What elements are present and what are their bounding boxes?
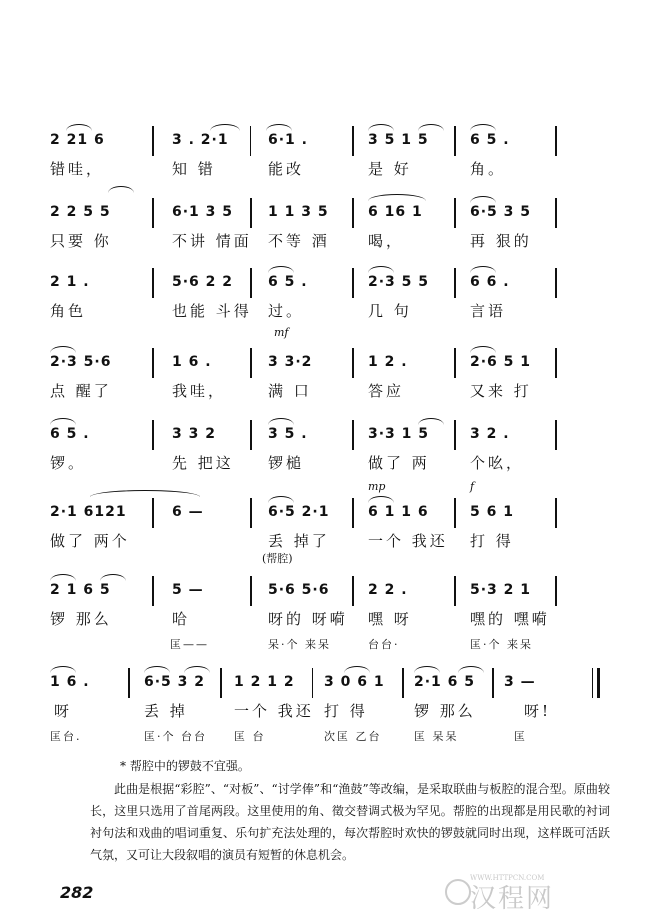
measure-notes: 3 5 1 5 xyxy=(368,132,429,148)
notes-row xyxy=(44,670,620,694)
measure-notes: 2 1 6 5 xyxy=(50,582,111,598)
notes-row xyxy=(50,422,610,446)
lyric-text: 锣 那么 xyxy=(414,702,476,720)
barline xyxy=(250,268,252,298)
slur-mark xyxy=(100,574,126,581)
lyrics-row xyxy=(50,452,610,474)
measure-notes: 5·6 5·6 xyxy=(268,582,330,598)
slur-mark xyxy=(90,490,200,497)
percussion-row xyxy=(50,636,610,654)
lyrics-row xyxy=(50,380,610,402)
lyric-text: 言语 xyxy=(470,302,507,320)
slur-mark xyxy=(470,346,496,353)
barline xyxy=(555,348,557,378)
measure-notes: 6 5 . xyxy=(50,426,90,442)
dynamic-marking: mf xyxy=(274,326,289,339)
measure-notes: 3 2 . xyxy=(470,426,510,442)
measure-notes: 1 6 . xyxy=(50,674,90,690)
barline xyxy=(352,198,354,228)
barline xyxy=(250,420,252,450)
barline xyxy=(352,576,354,606)
barline xyxy=(250,198,252,228)
watermark-text: 汉程网 xyxy=(470,884,555,914)
notes-row xyxy=(50,270,610,294)
barline xyxy=(352,126,354,156)
lyric-text: 角色 xyxy=(50,302,87,320)
commentary-paragraph: 此曲是根据“彩腔”、“对板”、“讨学俸”和“渔鼓”等改编，是采取联曲与板腔的混合型。原曲较长，这里只选用了首尾两段。这里使用的角、徵交替调式极为罕见。帮腔的出现都是用民歌的衬词衬句法和戏曲的唱词重复、乐句扩充法处理的，每次帮腔时欢快的锣鼓就同时出现，这样既可活跃气氛，又可让大段叙唱的演员有短暂的休息机会。 xyxy=(90,782,610,862)
barline xyxy=(250,498,252,528)
measure-notes: 6 16 1 xyxy=(368,204,423,220)
barline xyxy=(352,268,354,298)
slur-mark xyxy=(108,186,134,193)
percussion-text: 匡 xyxy=(514,730,527,743)
notes-row xyxy=(50,128,610,152)
measure-notes: 1 2 . xyxy=(368,354,408,370)
percussion-text: 匡·个 台台 xyxy=(144,730,207,743)
lyric-text: 只要 你 xyxy=(50,232,112,250)
percussion-text: 匡—— xyxy=(170,638,209,651)
measure-notes: 3 — xyxy=(504,674,536,690)
lyric-text: 丢 掉 xyxy=(144,702,188,720)
lyric-text: 打 得 xyxy=(470,532,514,550)
slur-mark xyxy=(66,124,92,131)
slur-mark xyxy=(266,124,292,131)
lyric-text: 丢 掉了 xyxy=(268,532,330,550)
lyrics-row xyxy=(50,608,610,630)
lyrics-row xyxy=(50,300,610,322)
slur-mark xyxy=(470,196,496,203)
barline xyxy=(152,348,154,378)
barline xyxy=(555,126,557,156)
slur-mark xyxy=(50,574,76,581)
lyric-text: 嘿的 嘿嗬 xyxy=(470,610,550,628)
lyric-text: 也能 斗得 xyxy=(172,302,252,320)
measure-notes: 2 2 . xyxy=(368,582,408,598)
lyric-text: 不讲 情面 xyxy=(172,232,252,250)
measure-notes: 6 5 . xyxy=(470,132,510,148)
measure-notes: 2 21 6 xyxy=(50,132,105,148)
lyrics-row xyxy=(50,158,610,180)
slur-mark xyxy=(268,418,294,425)
notes-row xyxy=(50,578,610,602)
score-system-5 xyxy=(50,422,610,512)
measure-notes: 6·5 3 2 xyxy=(144,674,206,690)
final-barline xyxy=(597,668,600,698)
barline xyxy=(152,126,154,156)
barline xyxy=(454,576,456,606)
lyric-text: 满 口 xyxy=(268,382,312,400)
measure-notes: 3 3·2 xyxy=(268,354,313,370)
percussion-row xyxy=(44,728,620,746)
page-number: 282 xyxy=(60,883,94,902)
measure-notes: 6·1 . xyxy=(268,132,308,148)
percussion-text: 匡·个 来呆 xyxy=(470,638,533,651)
measure-notes: 5 6 1 xyxy=(470,504,514,520)
slur-mark xyxy=(470,124,496,131)
footnote: * 帮腔中的锣鼓不宜强。 xyxy=(120,759,250,773)
lyric-text: 打 得 xyxy=(324,702,368,720)
barline xyxy=(128,668,130,698)
measure-notes: 6 6 . xyxy=(470,274,510,290)
measure-notes: 5·3 2 1 xyxy=(470,582,532,598)
lyric-text: 答应 xyxy=(368,382,405,400)
final-barline xyxy=(592,668,593,698)
percussion-text: 匡 台 xyxy=(234,730,266,743)
measure-notes: 5·6 2 2 xyxy=(172,274,234,290)
lyric-text: 我哇， xyxy=(172,382,227,400)
notes-row xyxy=(50,350,610,374)
lyric-text: 锣。 xyxy=(50,454,87,472)
measure-notes: 3·3 1 5 xyxy=(368,426,430,442)
percussion-text: 匡 呆呆 xyxy=(414,730,459,743)
watermark-logo-icon xyxy=(445,879,471,905)
lyric-text: 锣槌 xyxy=(268,454,305,472)
lyric-text: 再 狠的 xyxy=(470,232,532,250)
lyric-text: 嘿 呀 xyxy=(368,610,412,628)
slur-mark xyxy=(414,666,440,673)
barline xyxy=(454,126,456,156)
percussion-text: 呆·个 来呆 xyxy=(268,638,331,651)
lyric-text: 呀 xyxy=(54,702,73,720)
score-system-7 xyxy=(50,552,610,668)
barline xyxy=(152,576,154,606)
score-system-3 xyxy=(50,270,610,360)
lyric-text: 做了 两 xyxy=(368,454,430,472)
slur-mark xyxy=(184,666,210,673)
dynamic-marking: f xyxy=(470,480,475,493)
measure-notes: 6·5 3 5 xyxy=(470,204,532,220)
barline xyxy=(220,668,222,698)
slur-mark xyxy=(470,266,496,273)
lyric-text: 几 句 xyxy=(368,302,412,320)
barline xyxy=(352,498,354,528)
barline xyxy=(454,348,456,378)
percussion-text: 台台· xyxy=(368,638,400,651)
slur-mark xyxy=(418,418,444,425)
measure-notes: 2 1 . xyxy=(50,274,90,290)
barline xyxy=(250,576,252,606)
slur-mark xyxy=(50,346,76,353)
lyric-text: 错哇， xyxy=(50,160,105,178)
barline xyxy=(492,668,494,698)
lyric-text: 知 错 xyxy=(172,160,216,178)
slur-mark xyxy=(144,666,170,673)
lyric-text: 过。 xyxy=(268,302,305,320)
lyrics-row xyxy=(50,230,610,252)
barline xyxy=(250,348,252,378)
measure-notes: 2·6 5 1 xyxy=(470,354,532,370)
measure-notes: 6 5 . xyxy=(268,274,308,290)
measure-notes: 2·1 6 5 xyxy=(414,674,476,690)
measure-notes: 6·5 2·1 xyxy=(268,504,330,520)
measure-notes: 3 3 2 xyxy=(172,426,216,442)
lyric-text: 是 好 xyxy=(368,160,412,178)
percussion-text: 匡台. xyxy=(50,730,82,743)
slur-mark xyxy=(268,266,294,273)
measure-notes: 2·3 5 5 xyxy=(368,274,430,290)
lyrics-row xyxy=(50,530,610,552)
measure-notes: 5 — xyxy=(172,582,204,598)
notes-row xyxy=(50,500,610,524)
slur-mark xyxy=(418,124,444,131)
lyric-text: 个吆， xyxy=(470,454,525,472)
lyric-text: 做了 两个 xyxy=(50,532,130,550)
notes-row xyxy=(50,200,610,224)
lyric-text: 角。 xyxy=(470,160,507,178)
barline xyxy=(152,420,154,450)
measure-notes: 1 6 . xyxy=(172,354,212,370)
lyric-text: 点 醒了 xyxy=(50,382,112,400)
barline xyxy=(555,268,557,298)
score-system-8 xyxy=(44,670,620,760)
measure-notes: 2 2 5 5 xyxy=(50,204,111,220)
barline xyxy=(312,668,313,698)
slur-mark xyxy=(368,496,394,503)
measure-notes: 3 5 . xyxy=(268,426,308,442)
measure-notes: 6 — xyxy=(172,504,204,520)
barline xyxy=(555,498,557,528)
lyric-text: 呀! xyxy=(524,702,552,720)
slur-mark xyxy=(50,666,76,673)
barline xyxy=(152,268,154,298)
slur-mark xyxy=(344,666,370,673)
slur-mark xyxy=(268,496,294,503)
barline xyxy=(454,498,456,528)
dynamic-marking: mp xyxy=(368,480,386,493)
measure-notes: 2·3 5·6 xyxy=(50,354,112,370)
measure-notes: 1 2 1 2 xyxy=(234,674,295,690)
lyric-text: 一个 我还 xyxy=(234,702,314,720)
barline xyxy=(152,498,154,528)
barline xyxy=(152,198,154,228)
slur-mark xyxy=(458,666,484,673)
score-system-6 xyxy=(50,480,610,590)
lyric-text: 不等 酒 xyxy=(268,232,330,250)
lyric-text: 呀的 呀嗬 xyxy=(268,610,348,628)
barline xyxy=(250,126,251,156)
barline xyxy=(555,198,557,228)
measure-notes: 1 1 3 5 xyxy=(268,204,329,220)
lyric-text: 又来 打 xyxy=(470,382,532,400)
watermark-url: WWW.HTTPCN.COM xyxy=(470,874,545,882)
barline xyxy=(454,198,456,228)
measure-notes: 2·1 6121 xyxy=(50,504,127,520)
slur-mark xyxy=(50,418,76,425)
slur-mark xyxy=(368,194,426,201)
measure-notes: 6 1 1 6 xyxy=(368,504,429,520)
lyric-text: 喝， xyxy=(368,232,405,250)
barline xyxy=(555,420,557,450)
percussion-text: 次匡 乙台 xyxy=(324,730,382,743)
lyric-text: 锣 那么 xyxy=(50,610,112,628)
measure-notes: 6·1 3 5 xyxy=(172,204,234,220)
barline xyxy=(454,420,456,450)
barline xyxy=(352,348,354,378)
slur-mark xyxy=(210,124,240,131)
measure-notes: 3 . 2·1 xyxy=(172,132,229,148)
barline xyxy=(352,420,354,450)
barline xyxy=(555,576,557,606)
slur-mark xyxy=(368,124,394,131)
lyrics-row xyxy=(44,700,620,722)
barline xyxy=(454,268,456,298)
section-marker: (帮腔) xyxy=(262,552,293,565)
measure-notes: 3 0 6 1 xyxy=(324,674,385,690)
lyric-text: 一个 我还 xyxy=(368,532,448,550)
lyric-text: 哈 xyxy=(172,610,191,628)
lyric-text: 先 把这 xyxy=(172,454,234,472)
barline xyxy=(402,668,404,698)
lyric-text: 能改 xyxy=(268,160,305,178)
slur-mark xyxy=(368,266,394,273)
